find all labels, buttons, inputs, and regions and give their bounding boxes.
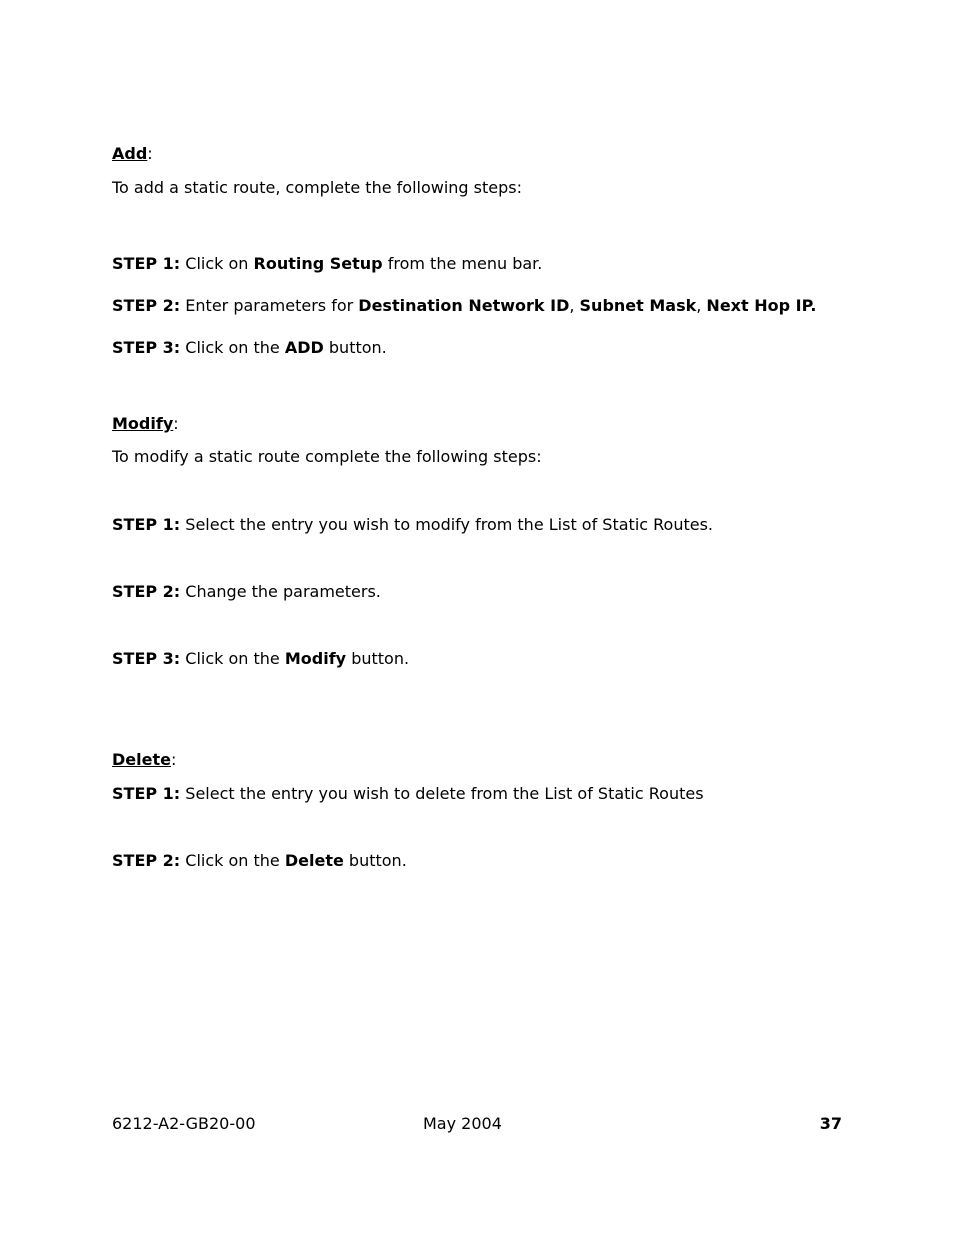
add-step-2-sep-2: , <box>696 296 707 315</box>
footer-doc-id: 6212-A2-GB20-00 <box>112 1114 256 1133</box>
modify-step-3-post: button. <box>346 649 410 668</box>
add-step-2-label: STEP 2: <box>112 296 181 315</box>
add-step-3-post: button. <box>323 338 387 357</box>
delete-heading-text: Delete <box>112 750 171 769</box>
add-step-1-post: from the menu bar. <box>382 254 543 273</box>
add-step-1 <box>112 254 542 274</box>
modify-step-3-label: STEP 3: <box>112 649 181 668</box>
delete-heading-colon: : <box>170 750 177 769</box>
delete-step-2 <box>112 851 407 871</box>
delete-step-1-label: STEP 1: <box>112 784 181 803</box>
modify-intro: To modify a static route complete the following steps: <box>112 447 542 466</box>
add-heading <box>112 144 153 164</box>
delete-step-2-post: button. <box>343 851 407 870</box>
delete-step-1 <box>112 784 704 804</box>
add-step-2 <box>112 296 816 316</box>
destination-network-id-term: Destination Network ID <box>358 296 570 315</box>
add-heading-text: Add <box>112 144 148 163</box>
add-step-3 <box>112 338 387 358</box>
next-hop-ip-term: Next Hop IP. <box>706 296 817 315</box>
add-step-3-pre: Click on the <box>180 338 285 357</box>
modify-heading-colon: : <box>173 414 179 433</box>
add-step-2-sep-1: , <box>569 296 580 315</box>
delete-heading <box>112 750 176 770</box>
modify-step-1 <box>112 515 713 535</box>
subnet-mask-term: Subnet Mask <box>579 296 697 315</box>
add-step-2-pre: Enter parameters for <box>180 296 359 315</box>
modify-heading-text: Modify <box>112 414 174 433</box>
add-heading-colon: : <box>147 144 153 163</box>
delete-step-2-pre: Click on the <box>180 851 285 870</box>
add-step-1-label: STEP 1: <box>112 254 181 273</box>
modify-button-term: Modify <box>284 649 347 668</box>
delete-step-2-label: STEP 2: <box>112 851 181 870</box>
add-button-term: ADD <box>284 338 324 357</box>
modify-step-3 <box>112 649 409 669</box>
delete-step-1-text: Select the entry you wish to delete from the List of Static Routes <box>180 784 704 803</box>
add-step-3-label: STEP 3: <box>112 338 181 357</box>
add-intro: To add a static route, complete the following steps: <box>112 178 522 197</box>
modify-step-2 <box>112 582 381 602</box>
routing-setup-term: Routing Setup <box>253 254 383 273</box>
modify-step-2-text: Change the parameters. <box>180 582 381 601</box>
delete-button-term: Delete <box>284 851 344 870</box>
modify-step-2-label: STEP 2: <box>112 582 181 601</box>
footer-date: May 2004 <box>423 1114 502 1133</box>
modify-heading <box>112 414 179 434</box>
page-number: 37 <box>819 1114 842 1133</box>
modify-step-3-pre: Click on the <box>180 649 285 668</box>
modify-step-1-label: STEP 1: <box>112 515 181 534</box>
modify-step-1-text: Select the entry you wish to modify from the List of Static Routes. <box>180 515 714 534</box>
add-step-1-pre: Click on <box>180 254 254 273</box>
